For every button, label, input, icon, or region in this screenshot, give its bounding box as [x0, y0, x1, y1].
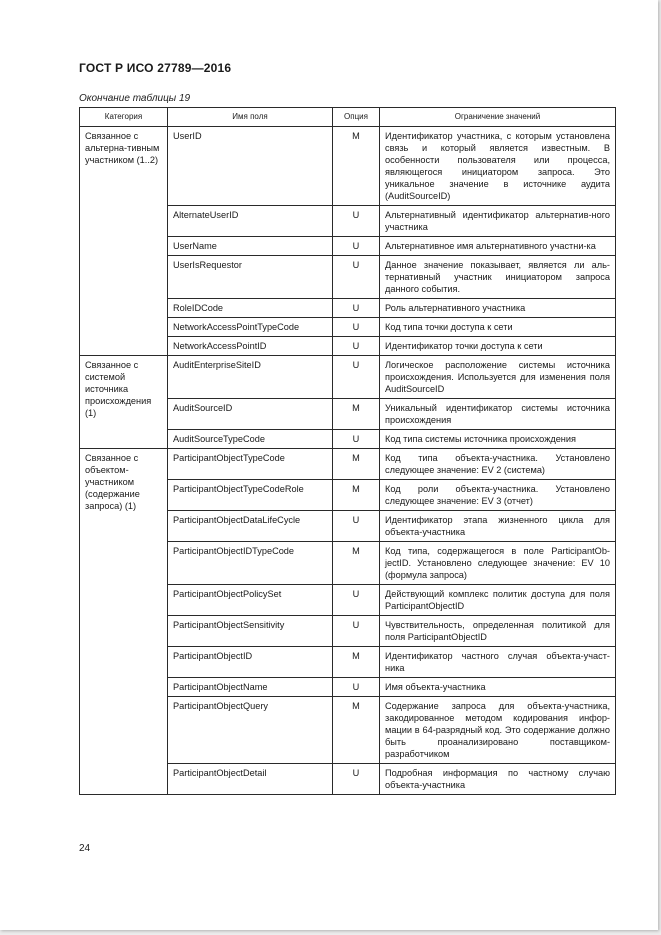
field-name-cell: ParticipantObjectID	[168, 647, 333, 678]
table-body	[80, 127, 616, 795]
constraint-cell: Код типа объекта-участника. Установлено следующее значение: EV 2 (система)	[380, 449, 616, 480]
option-cell: U	[333, 764, 380, 795]
option-cell: U	[333, 299, 380, 318]
field-name-cell: ParticipantObjectIDTypeCode	[168, 542, 333, 585]
option-cell: U	[333, 585, 380, 616]
constraint-cell: Чувствительность, определенная политикой для поля ParticipantObjectID	[380, 616, 616, 647]
field-name-cell: NetworkAccessPointID	[168, 337, 333, 356]
constraint-cell: Имя объекта-участника	[380, 678, 616, 697]
option-cell: U	[333, 256, 380, 299]
table-row	[80, 127, 616, 206]
field-name-cell: UserIsRequestor	[168, 256, 333, 299]
field-name-cell: ParticipantObjectName	[168, 678, 333, 697]
field-name-cell: ParticipantObjectTypeCode	[168, 449, 333, 480]
option-cell: U	[333, 511, 380, 542]
category-cell: Связанное с системой источника происхождения (1)	[80, 356, 168, 449]
column-header-constraint: Ограничение значений	[380, 108, 616, 127]
constraint-cell: Уникальный идентификатор системы источника происхождения	[380, 399, 616, 430]
field-name-cell: NetworkAccessPointTypeCode	[168, 318, 333, 337]
option-cell: M	[333, 399, 380, 430]
field-name-cell: AuditSourceTypeCode	[168, 430, 333, 449]
option-cell: M	[333, 449, 380, 480]
field-name-cell: AuditEnterpriseSiteID	[168, 356, 333, 399]
category-cell: Связанное с альтерна-тивным участником (1..2)	[80, 127, 168, 356]
constraint-cell: Альтернативное имя альтернативного участни-ка	[380, 237, 616, 256]
option-cell: U	[333, 678, 380, 697]
option-cell: U	[333, 318, 380, 337]
column-header-category: Категория	[80, 108, 168, 127]
constraint-cell: Альтернативный идентификатор альтернатив-ного участника	[380, 206, 616, 237]
column-header-field-name: Имя поля	[168, 108, 333, 127]
constraint-cell: Идентификатор частного случая объекта-участ-ника	[380, 647, 616, 678]
page-number: 24	[79, 843, 91, 854]
field-name-cell: UserName	[168, 237, 333, 256]
field-name-cell: RoleIDCode	[168, 299, 333, 318]
constraint-cell: Логическое расположение системы источника происхождения. Используется для изменения поля AuditSourceID	[380, 356, 616, 399]
constraint-cell: Код типа, содержащегося в поле ParticipantOb-jectID. Установлено следующее значение: EV 10 (формула запроса)	[380, 542, 616, 585]
field-name-cell: ParticipantObjectPolicySet	[168, 585, 333, 616]
field-name-cell: ParticipantObjectQuery	[168, 697, 333, 764]
field-name-cell: AuditSourceID	[168, 399, 333, 430]
field-name-cell: UserID	[168, 127, 333, 206]
table-row	[80, 449, 616, 480]
constraint-cell: Подробная информация по частному случаю объекта-участника	[380, 764, 616, 795]
constraint-cell: Код типа системы источника происхождения	[380, 430, 616, 449]
constraint-cell: Идентификатор точки доступа к сети	[380, 337, 616, 356]
option-cell: U	[333, 337, 380, 356]
option-cell: U	[333, 206, 380, 237]
option-cell: M	[333, 127, 380, 206]
constraint-cell: Роль альтернативного участника	[380, 299, 616, 318]
category-cell: Связанное с объектом-участником (содержание запроса) (1)	[80, 449, 168, 795]
constraint-cell: Код типа точки доступа к сети	[380, 318, 616, 337]
field-name-cell: ParticipantObjectSensitivity	[168, 616, 333, 647]
constraint-cell: Код роли объекта-участника. Установлено следующее значение: EV 3 (отчет)	[380, 480, 616, 511]
field-name-cell: ParticipantObjectTypeCodeRole	[168, 480, 333, 511]
option-cell: M	[333, 480, 380, 511]
field-name-cell: ParticipantObjectDetail	[168, 764, 333, 795]
table-header-row	[80, 108, 616, 127]
constraint-cell: Идентификатор этапа жизненного цикла для объекта-участника	[380, 511, 616, 542]
constraint-cell: Идентификатор участника, с которым установлена связь и который является известным. В особенности пользователя или процесса, являющегося инициатором запроса. Это уникальное значение в источнике аудита (AuditSourceID)	[380, 127, 616, 206]
field-name-cell: AlternateUserID	[168, 206, 333, 237]
constraint-cell: Данное значение показывает, является ли аль-тернативный участник инициатором запроса данного события.	[380, 256, 616, 299]
table-caption: Окончание таблицы 19	[79, 93, 191, 104]
option-cell: U	[333, 430, 380, 449]
option-cell: M	[333, 647, 380, 678]
option-cell: U	[333, 616, 380, 647]
column-header-option: Опция	[333, 108, 380, 127]
option-cell: U	[333, 237, 380, 256]
field-name-cell: ParticipantObjectDataLifeCycle	[168, 511, 333, 542]
option-cell: U	[333, 356, 380, 399]
constraint-cell: Содержание запроса для объекта-участника, закодированное методом кодирования инфор-мации в 64-разрядный код. Это содержание должно быть проанализировано поставщиком-разработчиком	[380, 697, 616, 764]
standard-title: ГОСТ Р ИСО 27789—2016	[79, 61, 232, 75]
constraint-cell: Действующий комплекс политик доступа для поля ParticipantObjectID	[380, 585, 616, 616]
option-cell: M	[333, 697, 380, 764]
specification-table	[79, 107, 616, 795]
table-row	[80, 356, 616, 399]
option-cell: M	[333, 542, 380, 585]
